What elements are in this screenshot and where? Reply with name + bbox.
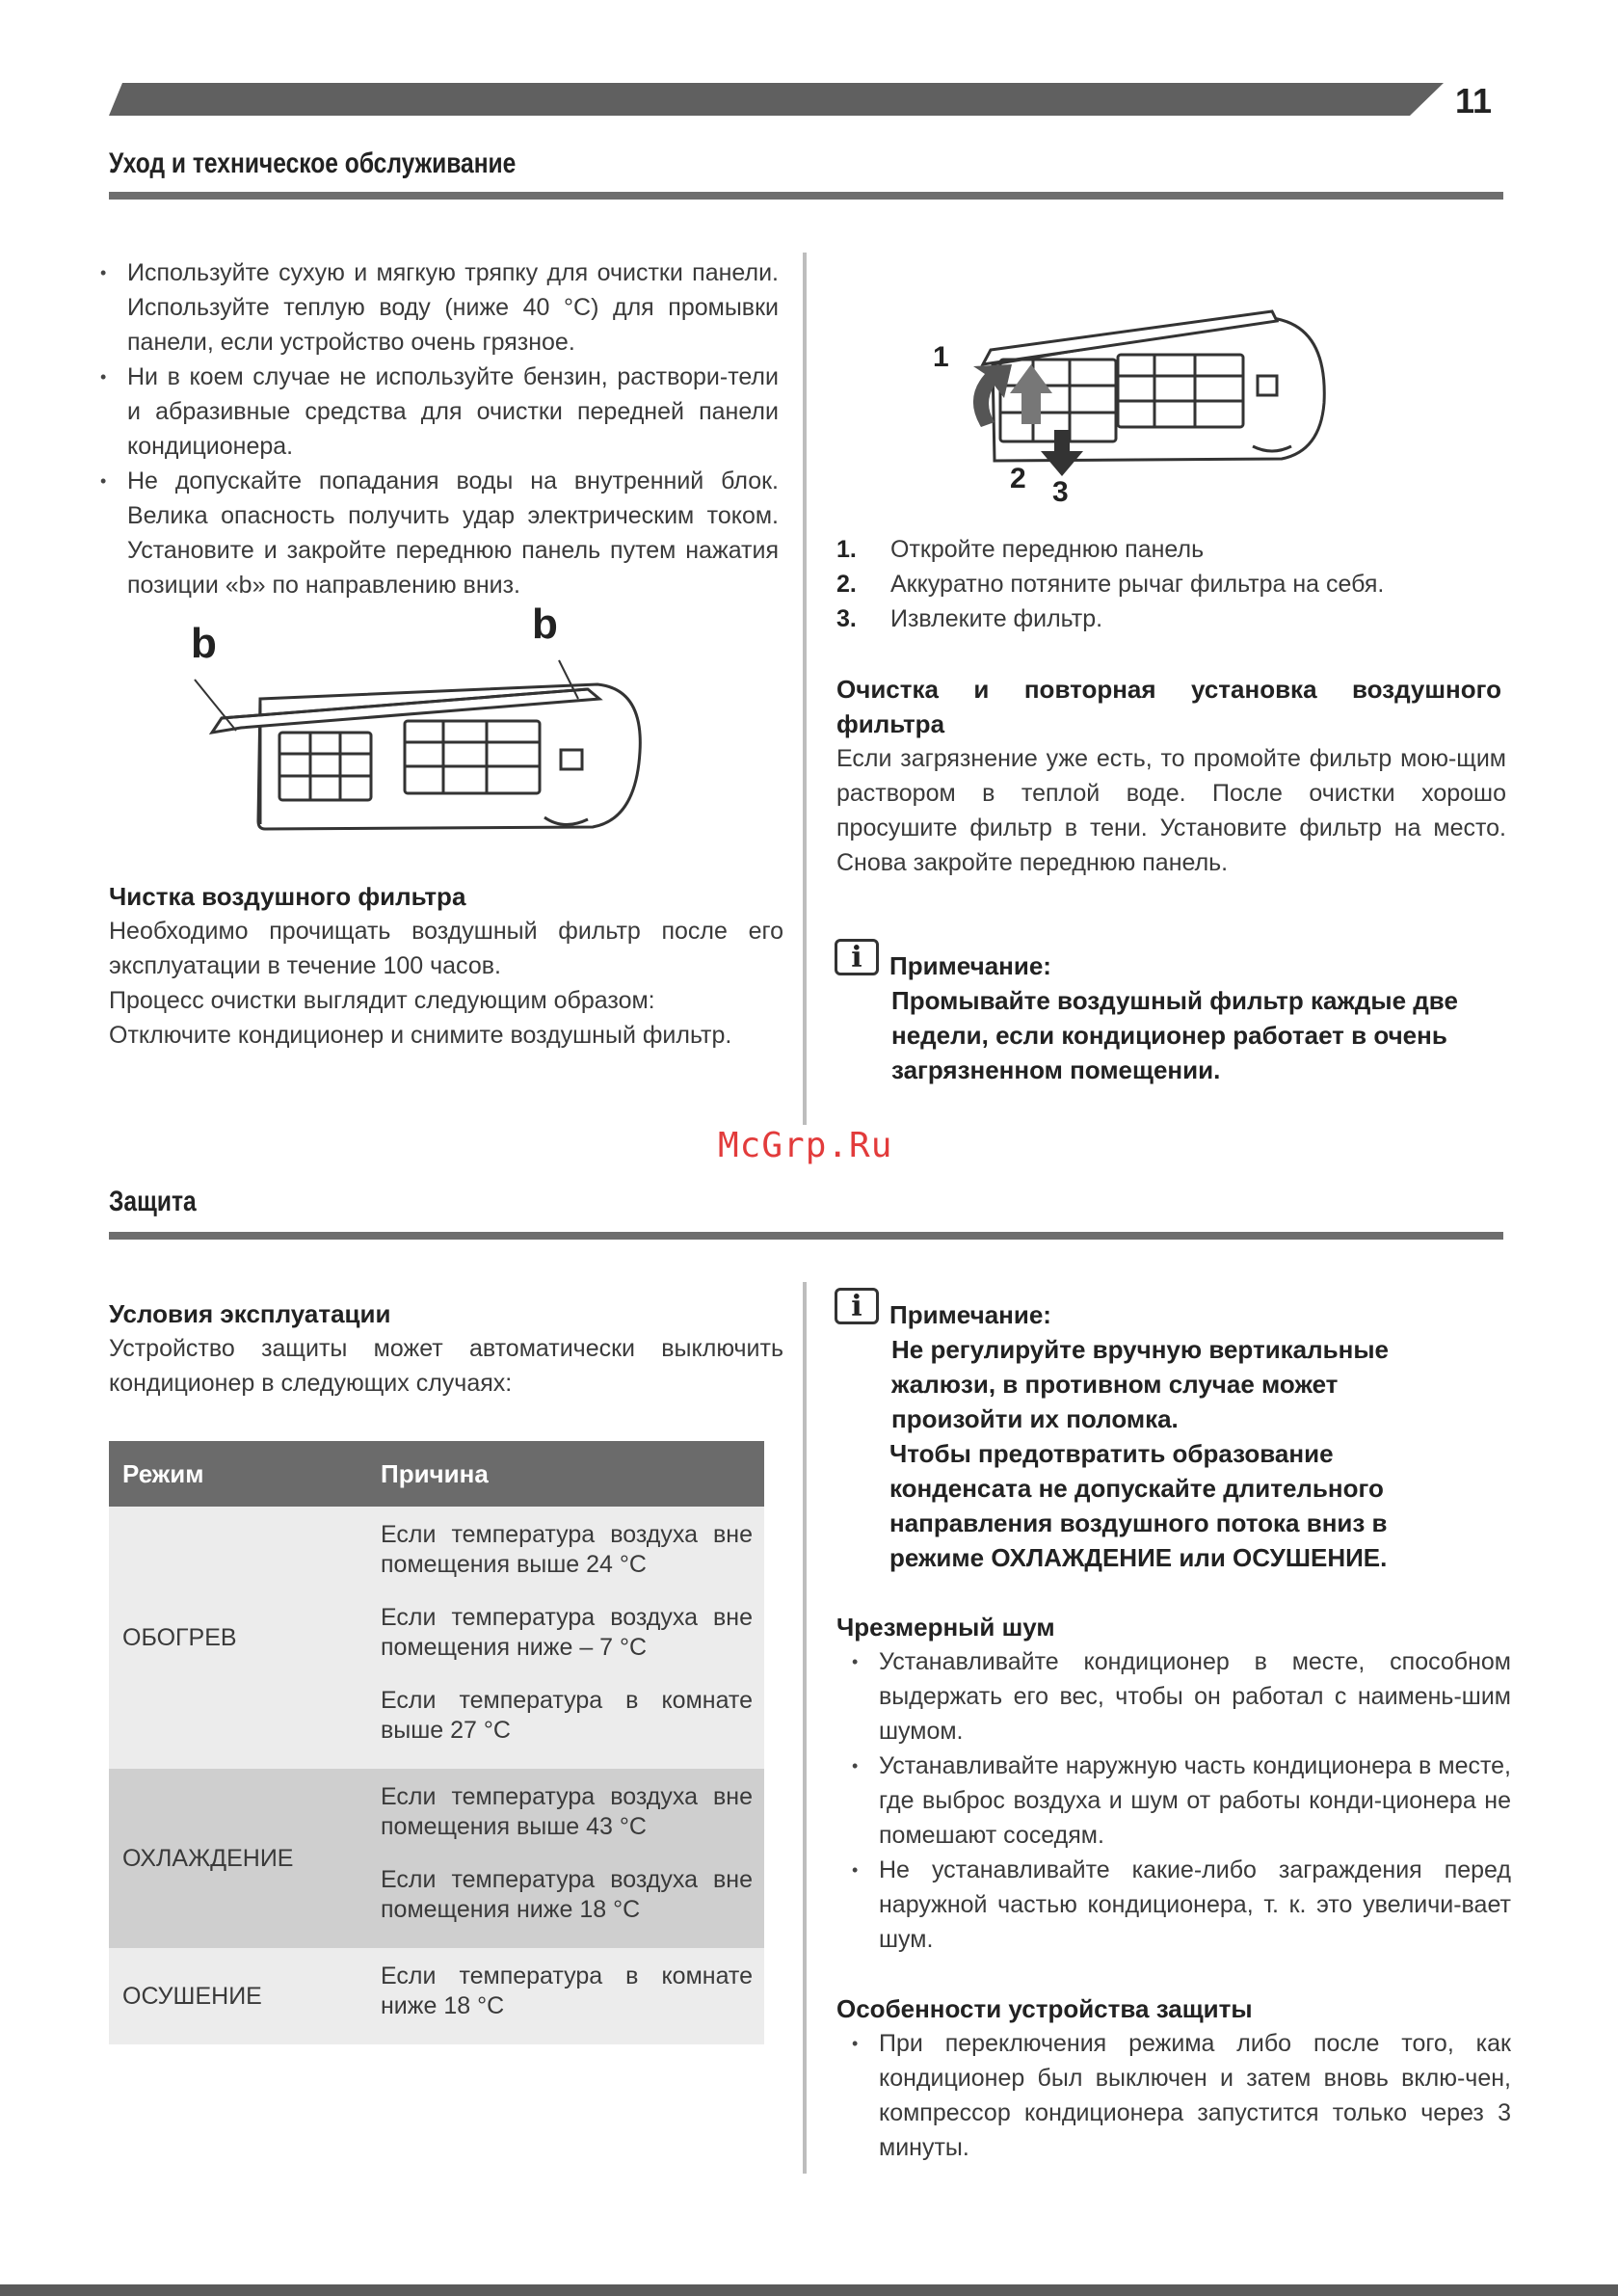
- filter-step: 2. Аккуратно потяните рычаг фильтра на себя.: [836, 571, 1385, 598]
- label-step-3: 3: [1052, 476, 1069, 508]
- info-icon: i: [835, 939, 879, 975]
- conditions-text: Устройство защиты может автоматически выключить кондиционер в следующих случаях:: [109, 1335, 783, 1397]
- header-bar: [109, 83, 1444, 116]
- features-bullet-list: [836, 2026, 1511, 2165]
- table-group-cooling: [109, 1769, 764, 1948]
- care-bullet: • Используйте сухую и мягкую тряпку для очистки панели. Используйте теплую воду (ниже 40 °С) для промывки панели, если устройство очень грязное.: [104, 255, 779, 360]
- indoor-unit-illustration: [183, 607, 646, 848]
- filter-step: 1. Откройте переднюю панель: [836, 536, 1205, 563]
- table-reason-cell: Если температура воздуха вне помещения выше 24 °С: [381, 1521, 753, 1578]
- table-group-heating: [109, 1507, 764, 1769]
- table-header: [109, 1441, 764, 1507]
- column-divider-top: [803, 253, 807, 1125]
- table-reason-cell: Если температура в комнате ниже 18 °С: [381, 1962, 753, 2019]
- watermark: McGrp.Ru: [718, 1126, 893, 1165]
- noise-bullets-block: [836, 1644, 1511, 1957]
- section-title-care: Уход и техническое обслуживание: [109, 147, 517, 179]
- reinstall-text: Если загрязнение уже есть, то промойте фильтр мою-щим раствором в теплой воде. После очистки хорошо просушите фильтр в тени. Установите фильтр на место. Снова закройте переднюю панель.: [836, 745, 1506, 876]
- features-bullet: • При переключения режима либо после того, как кондиционер был выключен и затем вновь вклю-чен, компрессор кондиционера запустится только через 3 минуты.: [856, 2026, 1511, 2165]
- filter-heading: Чистка воздушного фильтра: [109, 882, 466, 911]
- care-bullet: • Ни в коем случае не используйте бензин, раствори-тели и абразивные средства для очистки передней панели кондиционера.: [104, 360, 779, 464]
- reinstall-heading: Очистка и повторная установка воздушного фильтра: [836, 675, 1501, 738]
- note-label: Примечание:: [889, 1300, 1051, 1329]
- table-header-reason: Причина: [381, 1458, 489, 1488]
- features-heading: Особенности устройства защиты: [836, 1994, 1253, 2023]
- section-rule-care: [109, 192, 1503, 200]
- label-step-1: 1: [933, 341, 949, 373]
- label-step-2: 2: [1010, 463, 1026, 494]
- care-bullet-list: [104, 255, 779, 602]
- filter-paragraph: Необходимо прочищать воздушный фильтр после его эксплуатации в течение 100 часов.: [109, 918, 783, 979]
- conditions-heading: Условия эксплуатации: [109, 1299, 391, 1328]
- table-reason-cell: Если температура воздуха вне помещения ниже – 7 °С: [381, 1604, 753, 1661]
- protection-table: [109, 1441, 764, 2044]
- section-rule-protection: [109, 1232, 1503, 1240]
- table-reason-cell: Если температура в комнате выше 27 °С: [381, 1687, 753, 1744]
- label-b-left: b: [191, 620, 217, 667]
- column-divider-bottom: [803, 1282, 807, 2174]
- filter-removal-illustration: [925, 307, 1339, 509]
- table-header-mode: Режим: [122, 1458, 204, 1488]
- filter-step: 3. Извлеките фильтр.: [836, 605, 1103, 632]
- page-number: 11: [1455, 81, 1493, 120]
- table-mode-cell: ОСУШЕНИЕ: [122, 1982, 262, 2010]
- table-mode-cell: ОБОГРЕВ: [122, 1623, 237, 1651]
- table-reason-cell: Если температура воздуха вне помещения ниже 18 °С: [381, 1866, 753, 1923]
- info-icon: i: [835, 1288, 879, 1324]
- noise-bullet: • Устанавливайте наружную часть кондиционера в месте, где выброс воздуха и шум от работы конди-ционера не помешают соседям.: [856, 1749, 1511, 1853]
- filter-steps-list: [836, 532, 1511, 636]
- note-text: Не регулируйте вручную вертикальные жалюзи, в противном случае может произойти их поломка.: [891, 1335, 1390, 1433]
- care-bullet: • Не допускайте попадания воды на внутренний блок. Велика опасность получить удар электрическим током. Установите и закройте переднюю панель путем нажатия позиции «b» по направлению вниз.: [104, 464, 779, 602]
- page-bottom-rule: [0, 2284, 1618, 2296]
- noise-heading: Чрезмерный шум: [836, 1613, 1055, 1642]
- filter-paragraph: Отключите кондиционер и снимите воздушный фильтр.: [109, 1022, 732, 1049]
- features-bullets-block: [836, 2026, 1511, 2165]
- label-b-right: b: [532, 607, 558, 648]
- noise-bullet-list: [836, 1644, 1511, 1957]
- note-text: Чтобы предотвратить образование конденсата не допускайте длительного направления воздушного потока вниз в режиме ОХЛАЖДЕНИЕ или ОСУШЕНИЕ.: [889, 1439, 1388, 1572]
- noise-bullet: • Устанавливайте кондиционер в месте, способном выдержать его вес, чтобы он работал с наимень-шим шумом.: [856, 1644, 1511, 1749]
- filter-paragraph: Процесс очистки выглядит следующим образом:: [109, 987, 655, 1014]
- table-reason-cell: Если температура воздуха вне помещения выше 43 °С: [381, 1783, 753, 1840]
- section-title-protection: Защита: [109, 1186, 197, 1217]
- note-label: Примечание:: [889, 951, 1051, 980]
- note-text: Промывайте воздушный фильтр каждые две недели, если кондиционер работает в очень загрязненном помещении.: [891, 986, 1458, 1084]
- table-group-drying: [109, 1948, 764, 2044]
- table-mode-cell: ОХЛАЖДЕНИЕ: [122, 1844, 294, 1872]
- noise-bullet: • Не устанавливайте какие-либо заграждения перед наружной частью кондиционера, т. к. это увеличи-вает шум.: [856, 1853, 1511, 1957]
- care-bullets-block: [104, 255, 779, 602]
